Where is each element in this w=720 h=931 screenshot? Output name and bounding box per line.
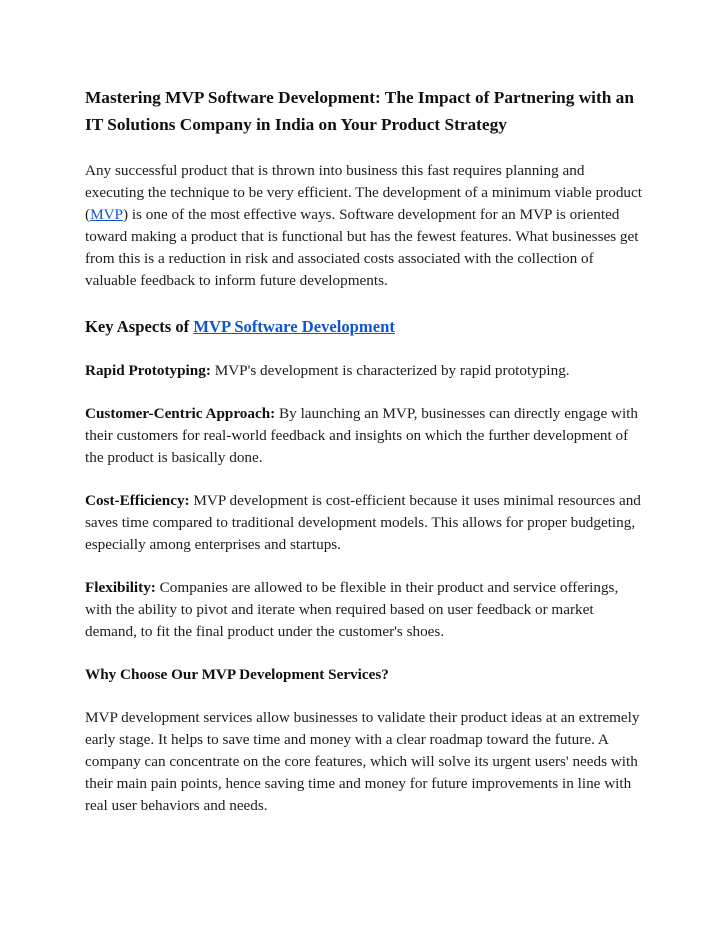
- aspect-rapid-prototyping: [85, 360, 645, 382]
- spacer: [85, 643, 645, 664]
- why-choose-paragraph: MVP development services allow businesses to validate their product ideas at an extremely early stage. It helps to save time and money with a clear roadmap toward the future. A company can concentrate on the core features, which will solve its urgent users' needs with their main pain points, hence saving time and money for future improvements in line with real user behaviors and needs.: [85, 709, 640, 814]
- document-page: [85, 84, 645, 817]
- spacer: [85, 339, 645, 360]
- aspect-label: Rapid Prototyping:: [85, 362, 211, 379]
- spacer: [85, 382, 645, 403]
- aspect-text: By launching an MVP, businesses can directly engage with their customers for real-world feedback and insights on which the further development of the product is basically done.: [85, 405, 638, 466]
- aspect-customer-centric: [85, 403, 645, 469]
- intro-paragraph: [85, 160, 645, 292]
- spacer: [85, 686, 645, 707]
- aspect-cost-efficiency: [85, 490, 645, 556]
- aspect-flexibility: [85, 577, 645, 643]
- spacer: [85, 292, 645, 315]
- mvp-software-development-link[interactable]: MVP Software Development: [193, 317, 395, 336]
- aspect-label: Flexibility:: [85, 579, 156, 596]
- aspect-label: Customer-Centric Approach:: [85, 405, 276, 422]
- mvp-link[interactable]: MVP: [90, 206, 123, 223]
- aspect-text: MVP's development is characterized by rapid prototyping.: [210, 362, 570, 379]
- aspect-text: MVP development is cost-efficient because it uses minimal resources and saves time compared to traditional development models. This allows for proper budgeting, especially among enterprises and startups.: [85, 492, 641, 553]
- intro-text-after-link: ) is one of the most effective ways. Software development for an MVP is oriented toward making a product that is functional but has the fewest features. What businesses get from this is a reduction in risk and associated costs associated with the collection of valuable feedback to inform future developments.: [85, 206, 639, 289]
- key-aspects-heading-prefix: Key Aspects of: [85, 317, 194, 336]
- why-choose-heading: Why Choose Our MVP Development Services?: [85, 666, 389, 683]
- aspect-text: Companies are allowed to be flexible in their product and service offerings, with the ability to pivot and iterate when required based on user feedback or market demand, to fit the final product under the customer's shoes.: [85, 579, 619, 640]
- aspect-label: Cost-Efficiency:: [85, 492, 190, 509]
- document-title: Mastering MVP Software Development: The Impact of Partnering with an IT Solutions Company in India on Your Product Strategy: [85, 88, 634, 134]
- spacer: [85, 469, 645, 490]
- key-aspects-heading: [85, 315, 645, 339]
- spacer: [85, 556, 645, 577]
- intro-text-before-link: Any successful product that is thrown into business this fast requires planning and executing the technique to be very efficient. The development of a minimum viable product (: [85, 162, 642, 223]
